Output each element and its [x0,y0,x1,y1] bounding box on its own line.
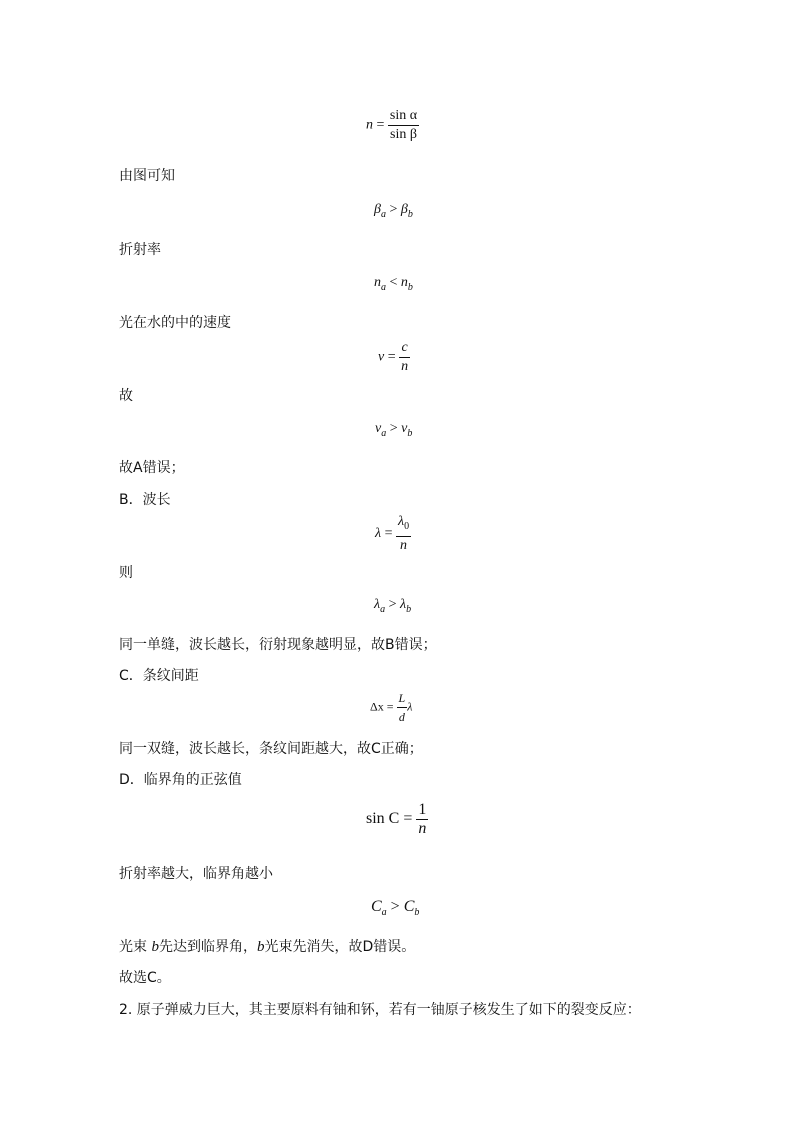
fraction-denominator: n [401,359,409,374]
eq-symbol: β [400,202,408,217]
text-span: 先达到临界角， [158,939,257,955]
fraction-numerator: sin α [388,108,419,126]
equation-n-compare [374,275,413,293]
eq-symbol: n [374,275,381,290]
text-line: 故选C。 [119,970,171,986]
eq-symbol: λ [374,597,381,612]
eq-lhs: v [378,349,385,365]
fraction [416,802,428,837]
text-line: 折射率 [119,242,161,258]
eq-subscript: a [381,907,387,918]
fraction-numerator: L [397,690,408,708]
equation-lambda-compare [374,597,411,615]
eq-subscript: a [381,282,386,293]
fraction-numerator: 1 [418,801,427,818]
eq-op: > [389,202,398,217]
eq-op: > [389,421,398,436]
eq-subscript: b [414,907,420,918]
eq-lhs: λ [375,526,382,542]
text-line: B．波长 [119,492,171,508]
text-line: 由图可知 [119,168,175,184]
eq-op: = [403,810,413,828]
equation-c-compare [371,898,419,918]
eq-op: = [387,349,396,365]
fraction [399,340,410,375]
eq-op: < [389,275,398,290]
text-span: 光束先消失，故D错误。 [264,939,416,955]
question-text: 2. 原子弹威力巨大，其主要原料有铀和钚，若有一铀原子核发生了如下的裂变反应： [119,1002,641,1018]
equation-speed [378,340,410,375]
eq-subscript: b [407,428,413,439]
equation-snell-law [366,108,419,143]
text-line: D．临界角的正弦值 [119,772,242,788]
eq-symbol: λ [399,597,407,612]
text-line: 故 [119,388,133,404]
text-line: 故A错误； [119,460,185,476]
fraction-denominator: n [418,820,427,837]
eq-subscript: b [406,604,412,615]
fraction-denominator: d [398,710,405,724]
text-line: C．条纹间距 [119,668,199,684]
eq-lhs: Δx [370,699,384,714]
fraction [396,514,411,554]
text-line: 同一单缝，波长越长，衍射现象越明显，故B错误； [119,637,437,653]
text-line: 折射率越大，临界角越小 [119,866,273,882]
text-span: 光束 [119,939,152,955]
eq-subscript: a [380,209,386,220]
equation-wavelength [375,514,411,554]
eq-lhs: n [366,117,373,133]
fraction [397,690,408,725]
text-line: 则 [119,565,133,581]
eq-op: = [376,117,385,133]
eq-symbol: C [371,898,382,915]
text-line: 同一双缝，波长越长，条纹间距越大，故C正确； [119,741,423,757]
text-span-italic: b [151,939,159,955]
eq-op: > [390,898,400,915]
eq-symbol: λ [407,699,413,714]
eq-subscript: 0 [404,521,410,532]
equation-critical-angle [366,802,428,837]
eq-symbol: β [374,202,381,217]
eq-lhs [366,810,399,827]
eq-subscript: a [380,604,386,615]
equation-v-compare [375,421,412,439]
eq-op: = [384,526,393,542]
equation-fringe-spacing [370,690,412,725]
fraction [388,108,419,143]
eq-symbol: λ [397,514,405,529]
fraction-numerator [396,514,411,537]
eq-op: > [388,597,397,612]
eq-subscript: b [407,282,413,293]
eq-symbol: v [401,421,408,436]
eq-symbol: v [375,421,382,436]
fraction-denominator: sin β [390,127,417,142]
text-line: 光在水的中的速度 [119,315,231,331]
eq-subscript: b [407,209,413,220]
eq-symbol: C [403,898,415,915]
eq-symbol: n [400,275,408,290]
eq-lhs-text: sin C [366,810,400,828]
equation-beta-compare [374,202,413,220]
text-line [119,936,415,956]
fraction-numerator: c [399,340,410,358]
text-span-italic: b [256,939,265,955]
eq-op: = [386,699,394,714]
eq-subscript: a [381,428,387,439]
fraction-denominator: n [400,538,408,553]
